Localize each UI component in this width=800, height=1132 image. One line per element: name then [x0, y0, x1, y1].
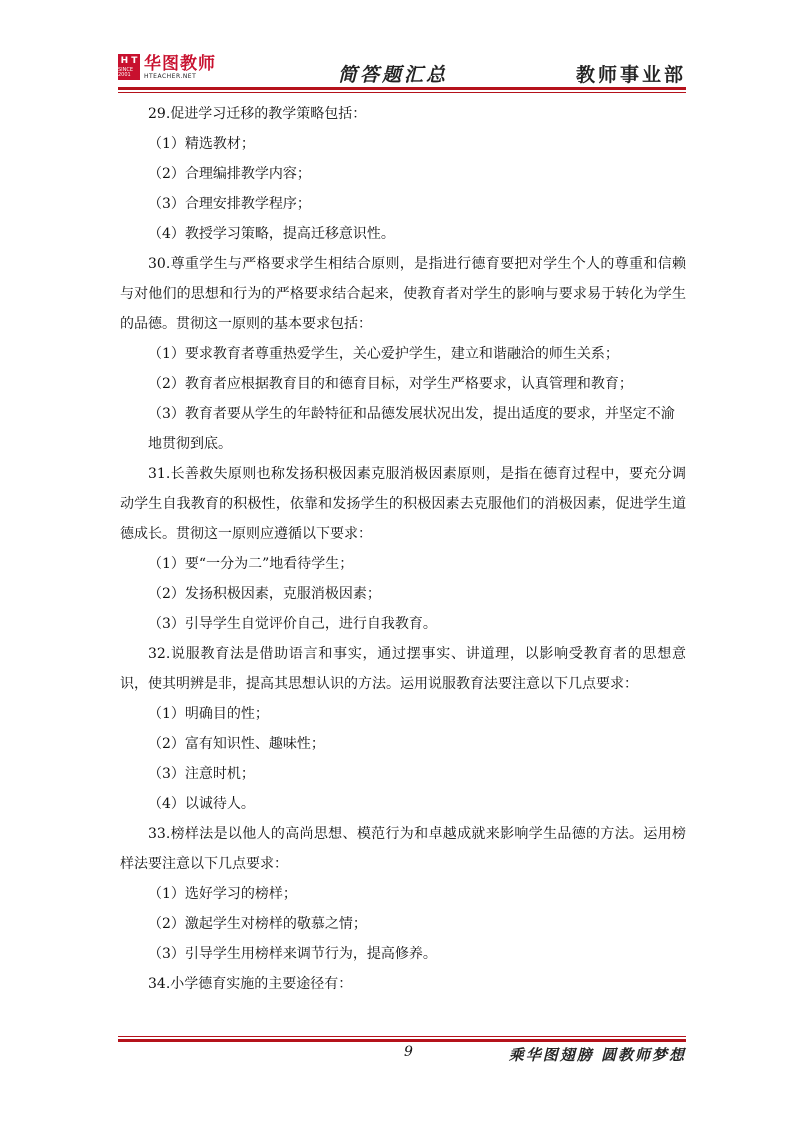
department-name: 教师事业部	[575, 64, 686, 86]
page-header	[118, 52, 686, 92]
list-item: （1）要“一分为二”地看待学生；	[148, 556, 354, 572]
list-item: （2）合理编排教学内容；	[148, 166, 311, 182]
section-lead: 32.说服教育法是借助语言和事实，通过摆事实、讲道理，以影响受教育者的思想意识，使其明辨是非，提高其思想认识的方法。运用说服教育法要注意以下几点要求：	[120, 646, 686, 692]
list-item: （2）教育者应根据教育目的和德育目标，对学生严格要求，认真管理和教育；	[148, 376, 633, 392]
document-title: 简答题汇总	[338, 64, 449, 86]
footer-rule-thick	[118, 1039, 686, 1042]
document-body	[120, 99, 686, 999]
list-item: （1）精选教材；	[148, 136, 255, 152]
footer-slogan: 乘华图翅膀 圆教师梦想	[508, 1046, 686, 1064]
list-item: （2）激起学生对榜样的敬慕之情；	[148, 916, 367, 932]
list-item: （3）合理安排教学程序；	[148, 196, 311, 212]
list-item: （3）教育者要从学生的年龄特征和品德发展状况出发，提出适度的要求，并坚定不渝地贯彻到底。	[148, 406, 675, 452]
header-rule-thin	[118, 92, 686, 93]
header-rule-thick	[118, 87, 686, 90]
list-item: （3）注意时机；	[148, 766, 255, 782]
list-item: （3）引导学生自觉评价自己，进行自我教育。	[148, 616, 437, 632]
logo-mark-icon: H T SINCE 2001	[118, 54, 140, 80]
page-number: 9	[404, 1044, 413, 1060]
list-item: （4）以诚待人。	[148, 796, 255, 812]
section-lead: 33.榜样法是以他人的高尚思想、模范行为和卓越成就来影响学生品德的方法。运用榜样法要注意以下几点要求：	[120, 826, 686, 872]
list-item: （3）引导学生用榜样来调节行为，提高修养。	[148, 946, 437, 962]
footer-rule-thin	[118, 1036, 686, 1037]
brand-logo	[118, 52, 228, 82]
logo-subtitle: HTEACHER.NET	[144, 72, 197, 80]
section-lead: 30.尊重学生与严格要求学生相结合原则，是指进行德育要把对学生个人的尊重和信赖与对他们的思想和行为的严格要求结合起来，使教育者对学生的影响与要求易于转化为学生的品德。贯彻这一原则的基本要求包括：	[120, 256, 686, 332]
list-item: （1）选好学习的榜样；	[148, 886, 297, 902]
list-item: （1）明确目的性；	[148, 706, 269, 722]
list-item: （2）发扬积极因素，克服消极因素；	[148, 586, 381, 602]
section-lead: 31.长善救失原则也称发扬积极因素克服消极因素原则，是指在德育过程中，要充分调动学生自我教育的积极性，依靠和发扬学生的积极因素去克服他们的消极因素，促进学生道德成长。贯彻这一原则应遵循以下要求：	[120, 466, 686, 542]
list-item: （4）教授学习策略，提高迁移意识性。	[148, 226, 395, 242]
section-lead: 29.促进学习迁移的教学策略包括：	[148, 106, 367, 122]
page-footer	[118, 1044, 686, 1068]
list-item: （1）要求教育者尊重热爱学生，关心爱护学生，建立和谐融洽的师生关系；	[148, 346, 619, 362]
list-item: （2）富有知识性、趣味性；	[148, 736, 325, 752]
section-lead: 34.小学德育实施的主要途径有：	[148, 976, 353, 992]
logo-name: 华图教师	[144, 53, 216, 74]
